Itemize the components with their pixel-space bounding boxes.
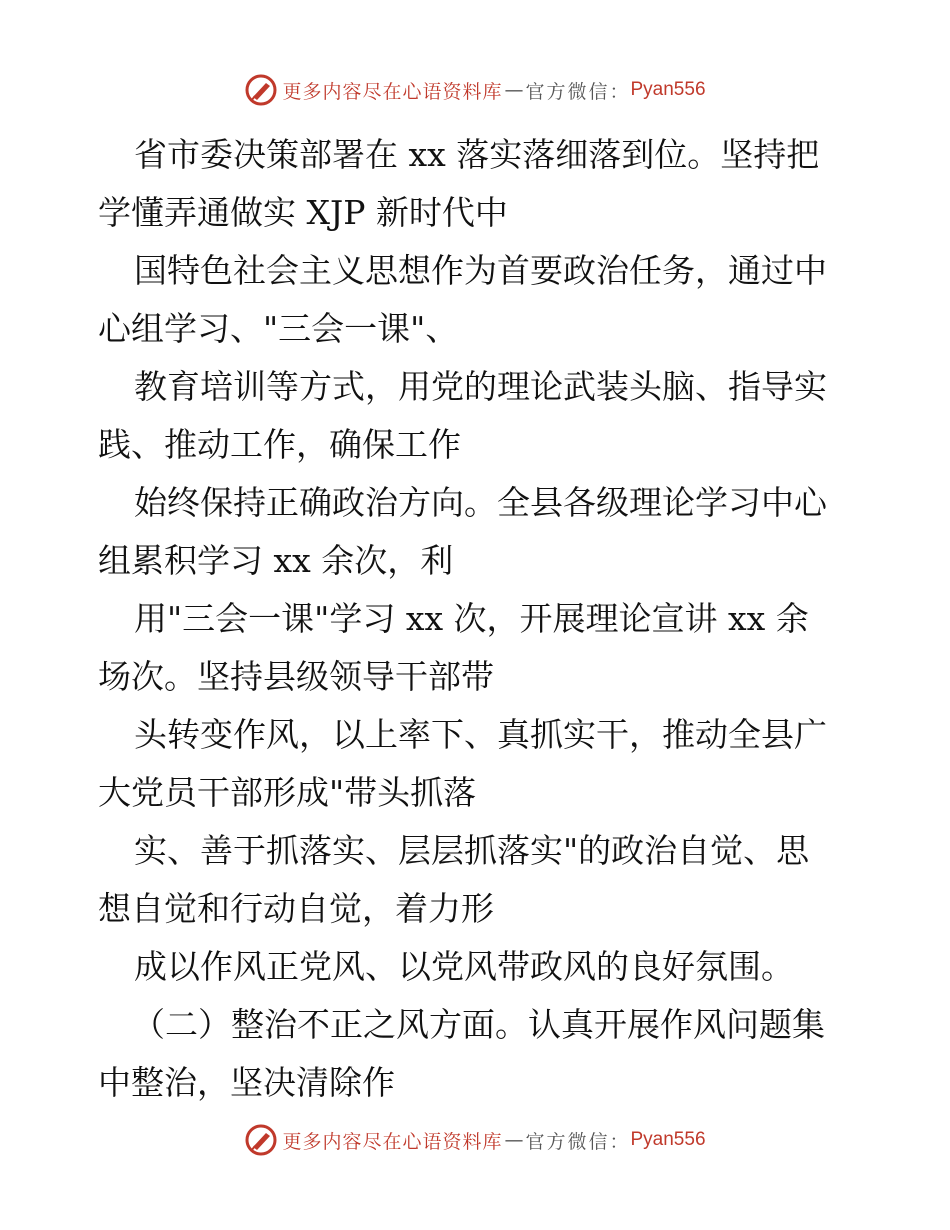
watermark-main-text: 更多内容尽在心语资料库	[282, 80, 503, 103]
text-line: 大党员干部形成"带头抓落	[98, 773, 477, 812]
text-line: 教育培训等方式，用党的理论武装头脑、指导实	[134, 367, 827, 406]
header-watermark	[0, 70, 950, 110]
watermark-side-text: 官方微信：	[525, 1130, 631, 1153]
watermark-wechat-id: Pyan556	[630, 1129, 706, 1150]
text-line: 始终保持正确政治方向。全县各级理论学习中心	[134, 483, 827, 522]
footer-watermark	[0, 1120, 950, 1160]
text-line: 头转变作风，以上率下、真抓实干，推动全县广	[134, 715, 827, 754]
text-line: 省市委决策部署在 xx 落实落细落到位。坚持把	[134, 135, 820, 174]
text-line: 中整治，坚决清除作	[98, 1063, 395, 1102]
watermark-dash: —	[504, 1129, 524, 1151]
watermark-main-text: 更多内容尽在心语资料库	[282, 1130, 503, 1153]
text-line: 组累积学习 xx 余次，利	[98, 541, 454, 580]
text-line: 国特色社会主义思想作为首要政治任务，通过中	[134, 251, 827, 290]
text-line: 实、善于抓落实、层层抓落实"的政治自觉、思	[134, 831, 810, 870]
text-line: 学懂弄通做实 XJP 新时代中	[98, 193, 508, 232]
watermark-dash: —	[504, 79, 524, 101]
logo-icon	[244, 1123, 278, 1157]
section-heading-line: （二）整治不正之风方面。认真开展作风问题集	[132, 1005, 825, 1044]
text-line: 践、推动工作，确保工作	[98, 425, 461, 464]
watermark-side-text: 官方微信：	[525, 80, 631, 103]
text-line: 心组学习、"三会一课"、	[98, 309, 459, 348]
logo-icon	[244, 73, 278, 107]
text-line: 想自觉和行动自觉，着力形	[98, 889, 494, 928]
document-body	[98, 126, 868, 1112]
text-line: 场次。坚持县级领导干部带	[98, 657, 494, 696]
watermark-wechat-id: Pyan556	[630, 79, 706, 100]
text-line: 用"三会一课"学习 xx 次，开展理论宣讲 xx 余	[134, 599, 809, 638]
text-line: 成以作风正党风、以党风带政风的良好氛围。	[134, 947, 794, 986]
